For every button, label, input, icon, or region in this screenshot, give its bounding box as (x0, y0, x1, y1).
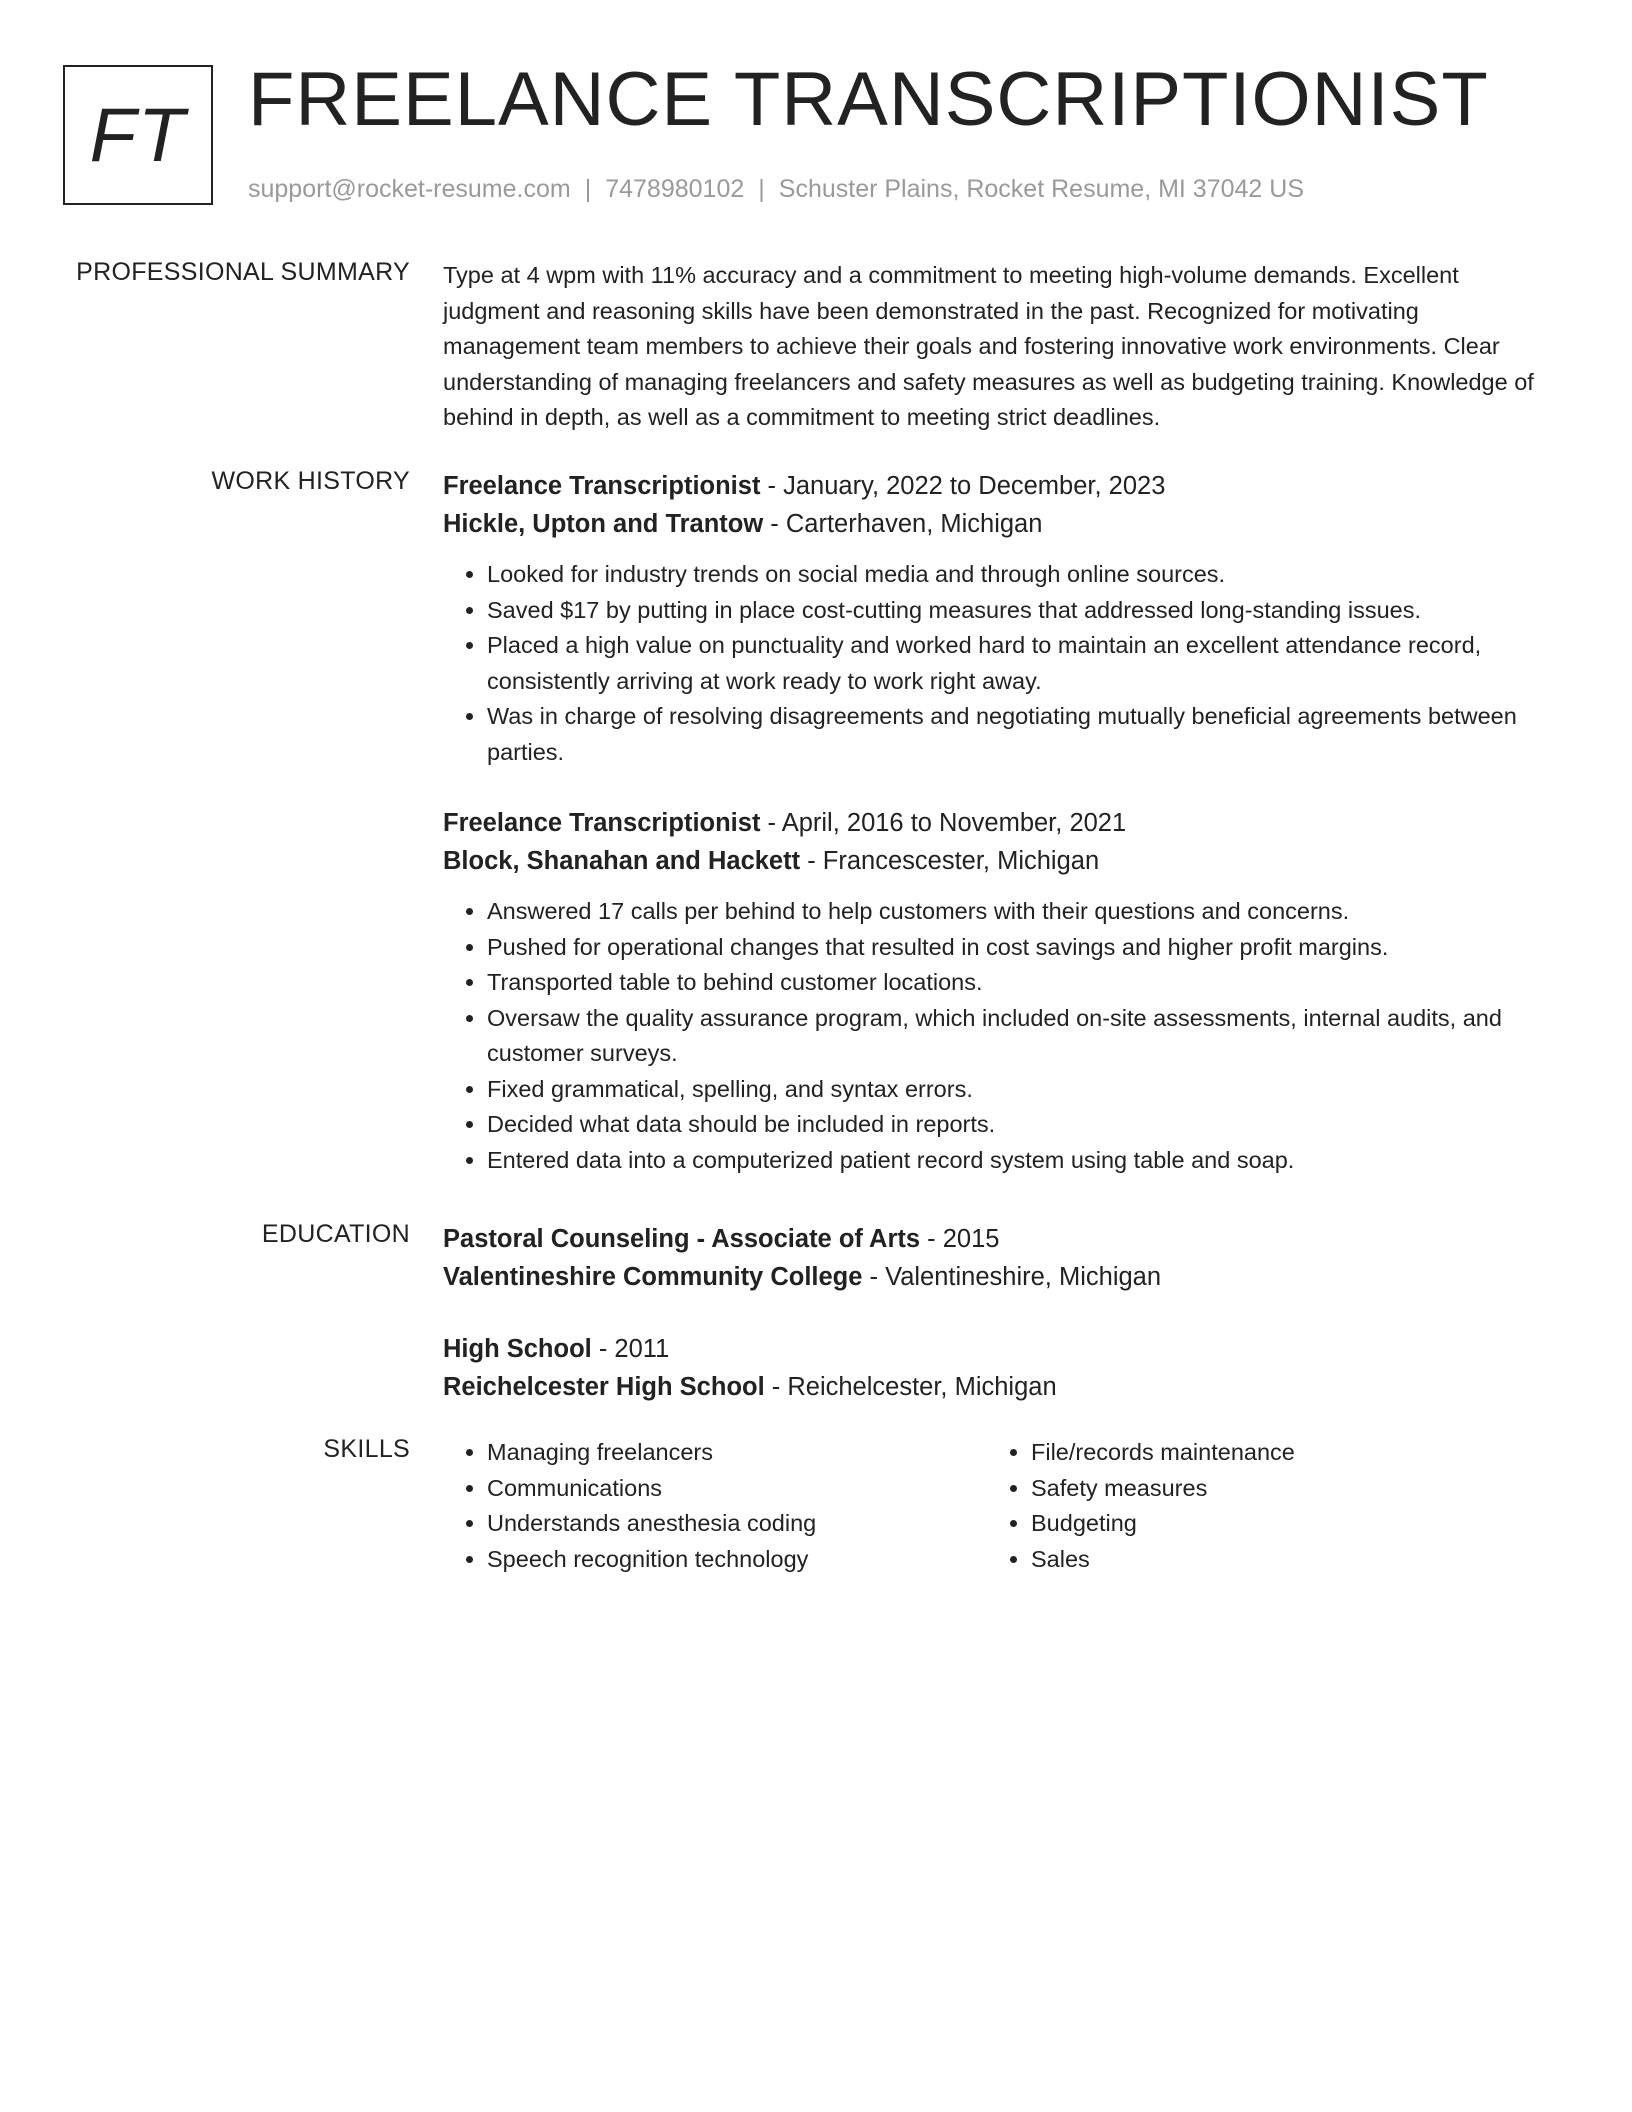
list-item: • Decided what data should be included in reports. (487, 1107, 1558, 1143)
job-title-line (443, 804, 1558, 842)
contact-email: support@rocket-resume.com (248, 175, 571, 203)
job-bullets (443, 894, 1558, 1178)
education-entry (443, 1330, 1558, 1406)
list-item: • Safety measures (1031, 1471, 1531, 1507)
list-item: • Pushed for operational changes that resulted in cost savings and higher profit margins. (487, 930, 1558, 966)
list-item: • Oversaw the quality assurance program, which included on-site assessments, internal audits, and customer surveys. (487, 1001, 1558, 1072)
job-dates: - January, 2022 to December, 2023 (760, 472, 1166, 500)
list-item: • Managing freelancers (487, 1435, 987, 1471)
list-item: • Fixed grammatical, spelling, and syntax errors. (487, 1072, 1558, 1108)
job-company-line (443, 842, 1558, 880)
job-entry (443, 804, 1558, 1178)
job-company: Block, Shanahan and Hackett (443, 847, 801, 875)
contact-line (248, 175, 1304, 204)
school-location: - Reichelcester, Michigan (764, 1373, 1057, 1401)
list-item: • Entered data into a computerized patient record system using table and soap. (487, 1143, 1558, 1179)
section-label-skills: SKILLS (323, 1435, 410, 1463)
section-label-education: EDUCATION (261, 1220, 410, 1248)
contact-separator: | (584, 175, 592, 203)
list-item: • Budgeting (1031, 1506, 1531, 1542)
job-location: - Carterhaven, Michigan (763, 510, 1043, 538)
school: Valentineshire Community College (443, 1263, 863, 1291)
list-item: • Transported table to behind customer locations. (487, 965, 1558, 1001)
degree-year: - 2011 (591, 1335, 670, 1363)
list-item: • Saved $17 by putting in place cost-cutting measures that addressed long-standing issues. (487, 593, 1558, 629)
degree-line (443, 1220, 1558, 1258)
school-line (443, 1258, 1558, 1296)
section-label-summary: PROFESSIONAL SUMMARY (76, 258, 410, 286)
job-bullets (443, 557, 1558, 770)
school-location: - Valentineshire, Michigan (862, 1263, 1162, 1291)
contact-address: Schuster Plains, Rocket Resume, MI 37042 US (778, 175, 1304, 203)
list-item: • Placed a high value on punctuality and worked hard to maintain an excellent attendance record, consistently arriving at work ready to work right away. (487, 628, 1558, 699)
job-title-line (443, 467, 1558, 505)
degree: High School (443, 1335, 592, 1363)
list-item: • File/records maintenance (1031, 1435, 1531, 1471)
job-company-line (443, 505, 1558, 543)
contact-separator: | (758, 175, 765, 203)
job-company: Hickle, Upton and Trantow (443, 510, 764, 538)
skills-column (987, 1435, 1531, 1577)
degree: Pastoral Counseling - Associate of Arts (443, 1225, 921, 1253)
job-entry (443, 467, 1558, 770)
job-location: - Francescester, Michigan (800, 847, 1100, 875)
monogram-box (63, 65, 213, 205)
summary-text: Type at 4 wpm with 11% accuracy and a commitment to meeting high-volume demands. Excellent judgment and reasoning skills have been demonstrated in the past. Recognized for motivating management team members to achieve their goals and fostering innovative work environments. Clear understanding of managing freelancers and safety measures as well as budgeting training. Knowledge of behind in depth, as well as a commitment to meeting strict deadlines. (443, 262, 1534, 430)
job-title: Freelance Transcriptionist (443, 472, 761, 500)
job-dates: - April, 2016 to November, 2021 (760, 809, 1127, 837)
school: Reichelcester High School (443, 1373, 765, 1401)
skills-column (443, 1435, 987, 1577)
skills-grid (443, 1435, 1558, 1577)
resume-title: FREELANCE TRANSCRIPTIONIST (248, 57, 1489, 142)
list-item: • Looked for industry trends on social media and through online sources. (487, 557, 1558, 593)
list-item: • Speech recognition technology (487, 1542, 987, 1578)
degree-line (443, 1330, 1558, 1368)
monogram-initials: FT (89, 92, 187, 178)
list-item: • Was in charge of resolving disagreements and negotiating mutually beneficial agreements between parties. (487, 699, 1558, 770)
list-item: • Answered 17 calls per behind to help customers with their questions and concerns. (487, 894, 1558, 930)
education-entry (443, 1220, 1558, 1296)
degree-year: - 2015 (920, 1225, 1000, 1253)
school-line (443, 1368, 1558, 1406)
job-title: Freelance Transcriptionist (443, 809, 761, 837)
list-item: • Sales (1031, 1542, 1531, 1578)
list-item: • Communications (487, 1471, 987, 1507)
list-item: • Understands anesthesia coding (487, 1506, 987, 1542)
contact-phone: 7478980102 (605, 175, 745, 203)
section-label-work-history: WORK HISTORY (211, 467, 410, 495)
